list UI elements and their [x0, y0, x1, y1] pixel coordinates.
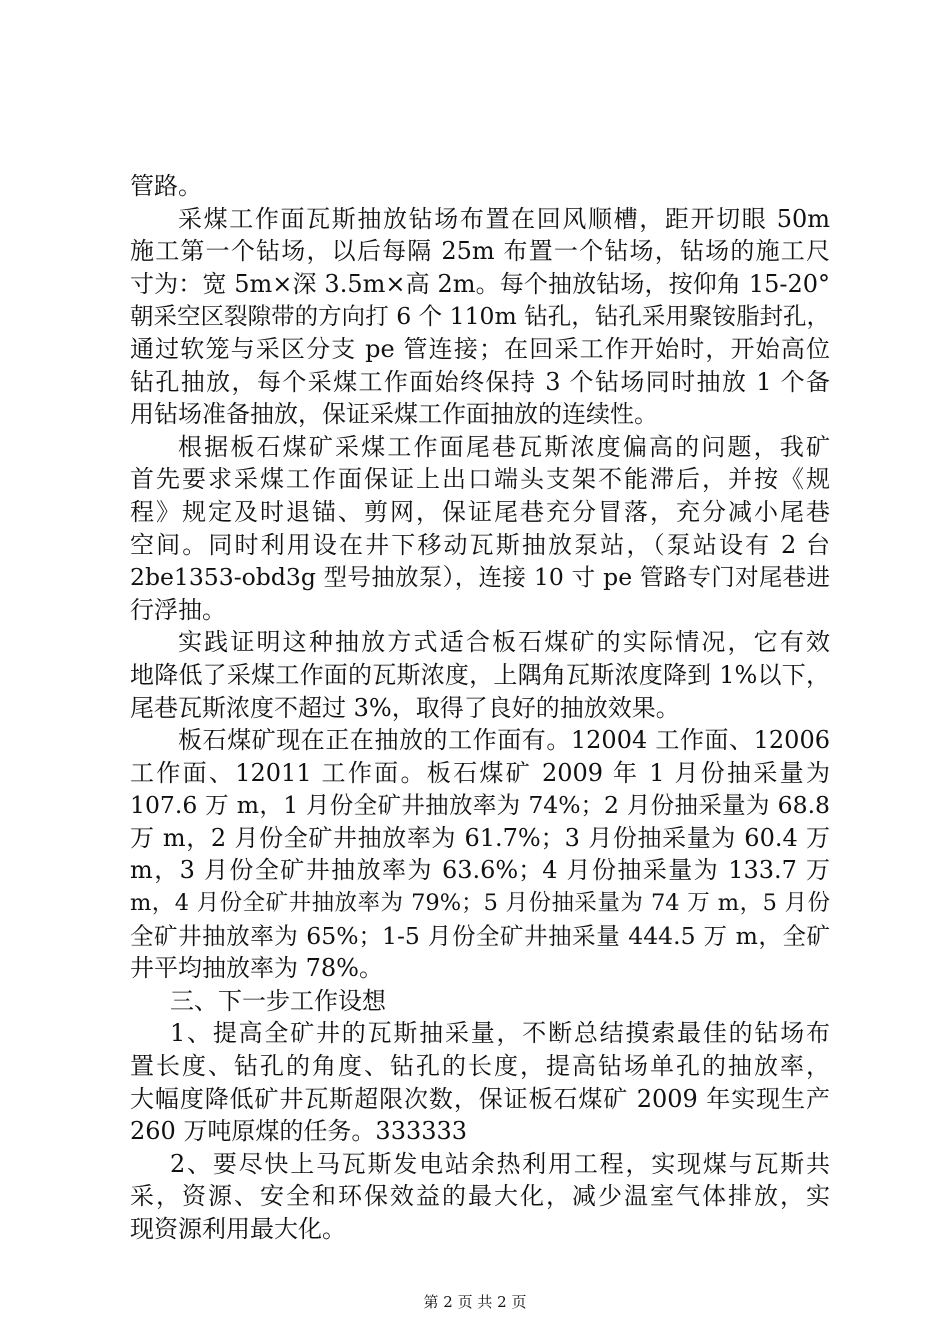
text-line: 行浮抽。 — [130, 595, 226, 624]
text-line: 板石煤矿现在正在抽放的工作面有。12004 工作面、12006 — [178, 726, 830, 755]
text-line: 工作面、12011 工作面。板石煤矿 2009 年 1 月份抽采量为 — [130, 758, 830, 787]
text-line: 万 m，2 月份全矿井抽放率为 61.7%；3 月份抽采量为 60.4 万 — [130, 823, 830, 852]
text-line: 朝采空区裂隙带的方向打 6 个 110m 钻孔，钻孔采用聚铵脂封孔， — [130, 302, 830, 331]
document-body — [130, 170, 830, 1246]
text-line: m，3 月份全矿井抽放率为 63.6%；4 月份抽采量为 133.7 万 — [130, 856, 830, 885]
text-line: 尾巷瓦斯浓度不超过 3%，取得了良好的抽放效果。 — [130, 693, 680, 722]
text-line: 现资源利用最大化。 — [130, 1215, 346, 1243]
text-line: 空间。同时利用设在井下移动瓦斯抽放泵站，（泵站设有 2 台 — [130, 530, 830, 559]
text-line: 井平均抽放率为 78%。 — [130, 954, 383, 983]
text-line: 钻孔抽放，每个采煤工作面始终保持 3 个钻场同时抽放 1 个备 — [130, 367, 830, 396]
text-line: 全矿井抽放率为 65%；1-5 月份全矿井抽采量 444.5 万 m，全矿 — [130, 921, 830, 950]
text-line: 采煤工作面瓦斯抽放钻场布置在回风顺槽，距开切眼 50m — [178, 204, 830, 233]
text-line: 管路。 — [130, 172, 202, 200]
text-line: 首先要求采煤工作面保证上出口端头支架不能滞后，并按《规 — [130, 465, 830, 494]
text-line: m，4 月份全矿井抽放率为 79%；5 月份抽采量为 74 万 m，5 月份 — [130, 890, 830, 917]
text-line: 通过软笼与采区分支 pe 管连接；在回采工作开始时，开始高位 — [130, 334, 830, 363]
text-line: 107.6 万 m，1 月份全矿井抽放率为 74%；2 月份抽采量为 68.8 — [130, 791, 830, 820]
text-line: 施工第一个钻场，以后每隔 25m 布置一个钻场，钻场的施工尺 — [130, 237, 830, 266]
text-line: 程》规定及时退锚、剪网，保证尾巷充分冒落，充分减小尾巷 — [130, 497, 830, 526]
text-line: 1、提高全矿井的瓦斯抽采量，不断总结摸索最佳的钻场布 — [170, 1019, 830, 1048]
text-line: 采，资源、安全和环保效益的最大化，减少温室气体排放，实 — [130, 1182, 830, 1211]
page-footer: 第 2 页 共 2 页 — [423, 1293, 527, 1311]
text-line: 大幅度降低矿井瓦斯超限次数，保证板石煤矿 2009 年实现生产 — [130, 1084, 830, 1113]
text-line: 寸为：宽 5m×深 3.5m×高 2m。每个抽放钻场，按仰角 15-20° — [130, 269, 830, 298]
text-line: 实践证明这种抽放方式适合板石煤矿的实际情况，它有效 — [178, 628, 830, 657]
text-line: 260 万吨原煤的任务。333333 — [130, 1117, 468, 1146]
text-line: 用钻场准备抽放，保证采煤工作面抽放的连续性。 — [130, 400, 658, 429]
text-line: 根据板石煤矿采煤工作面尾巷瓦斯浓度偏高的问题，我矿 — [178, 432, 830, 461]
text-line: 2be1353-obd3g 型号抽放泵），连接 10 寸 pe 管路专门对尾巷进 — [130, 563, 830, 592]
text-line: 2、要尽快上马瓦斯发电站余热利用工程，实现煤与瓦斯共 — [170, 1149, 830, 1178]
text-line: 地降低了采煤工作面的瓦斯浓度，上隅角瓦斯浓度降到 1%以下， — [130, 660, 830, 689]
text-line: 三、下一步工作设想 — [170, 986, 386, 1015]
text-line: 置长度、钻孔的角度、钻孔的长度，提高钻场单孔的抽放率， — [130, 1052, 830, 1081]
